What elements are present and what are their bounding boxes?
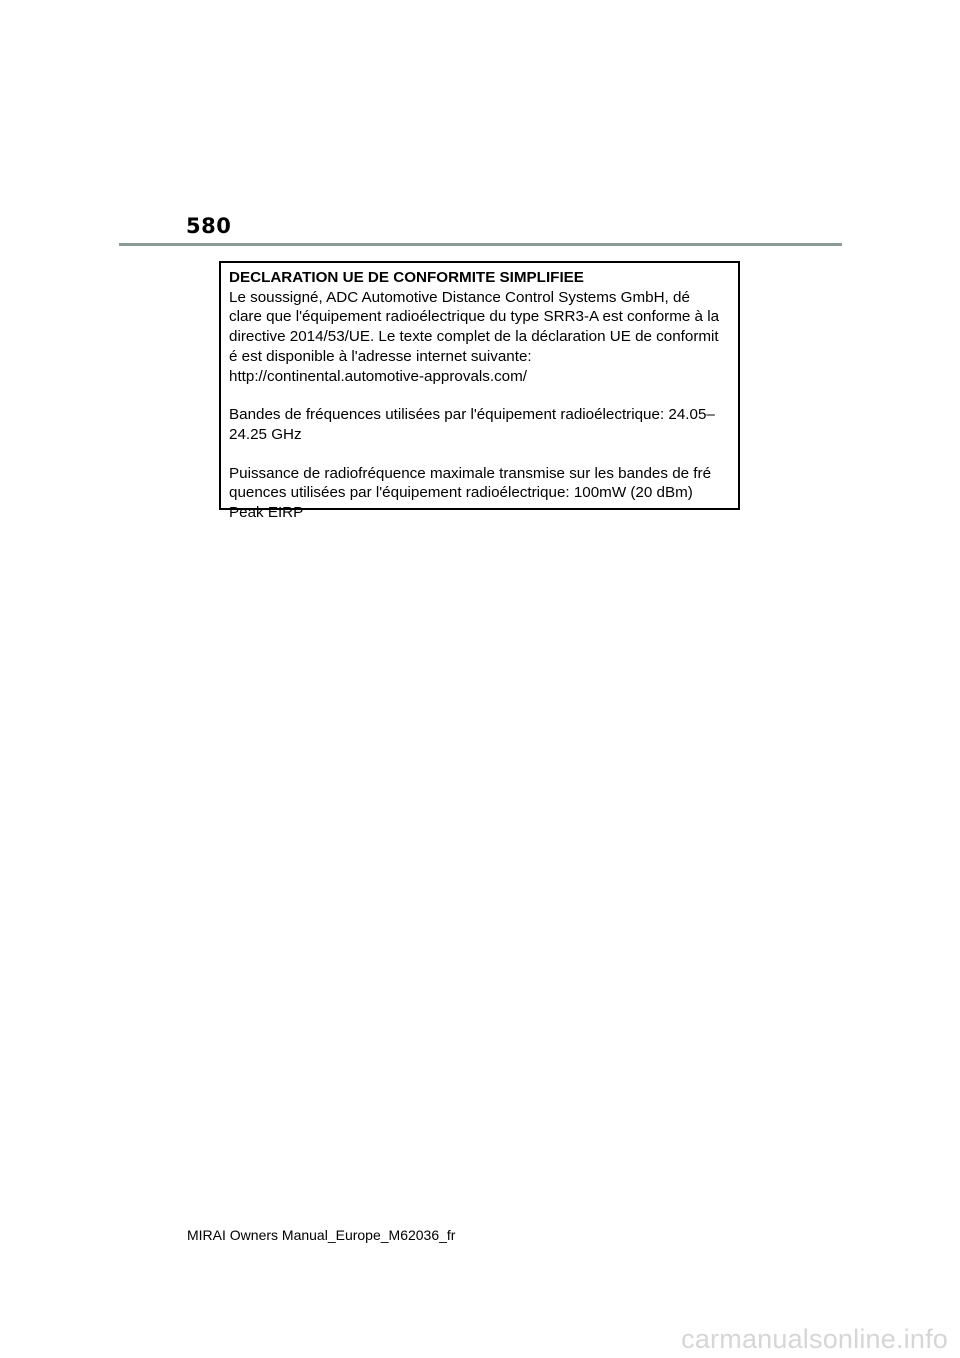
- declaration-title: DECLARATION UE DE CONFORMITE SIMPLIFIEE: [229, 269, 584, 286]
- paragraph-gap: [229, 386, 728, 405]
- power-line: Puissance de radiofréquence maximale transmise sur les bandes de fré: [229, 464, 712, 482]
- declaration-line: é est disponible à l'adresse internet suivante:: [229, 347, 532, 365]
- paragraph-gap: [229, 445, 728, 464]
- footer-manual-title: MIRAI Owners Manual_Europe_M62036_fr: [187, 1227, 456, 1243]
- declaration-line: Le soussigné, ADC Automotive Distance Control Systems GmbH, dé: [229, 288, 690, 306]
- power-line: Peak EIRP: [229, 504, 304, 522]
- watermark: carmanualsonline.info: [681, 1324, 948, 1354]
- declaration-line: directive 2014/53/UE. Le texte complet de la déclaration UE de conformit: [229, 328, 719, 346]
- page-number: 580: [186, 214, 232, 238]
- bands-line: Bandes de fréquences utilisées par l'équipement radioélectrique: 24.05–: [229, 406, 715, 424]
- declaration-box: [219, 261, 740, 522]
- power-line: quences utilisées par l'équipement radioélectrique: 100mW (20 dBm): [229, 484, 693, 502]
- bands-line: 24.25 GHz: [229, 425, 302, 443]
- declaration-line: clare que l'équipement radioélectrique du type SRR3-A est conforme à la: [229, 308, 720, 326]
- declaration-url: http://continental.automotive-approvals.com/: [229, 367, 528, 385]
- header-rule: [119, 243, 842, 246]
